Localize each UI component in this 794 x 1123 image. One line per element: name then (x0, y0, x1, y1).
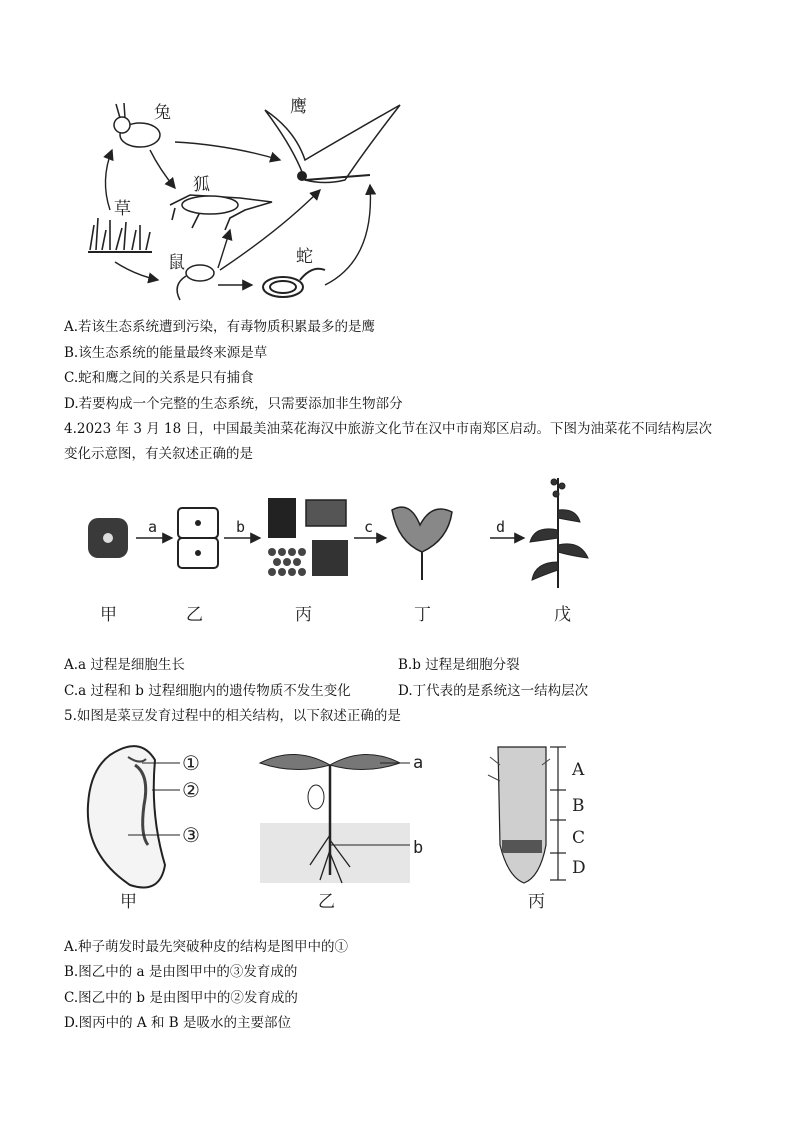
q4-option-d: D.丁代表的是系统这一结构层次 (398, 683, 589, 699)
fox-label: 狐 (193, 175, 210, 195)
q3-option-c: C.蛇和鹰之间的关系是只有捕食 (64, 370, 254, 386)
q4-stem-line1: 4.2023 年 3 月 18 日，中国最美油菜花海汉中旅游文化节在汉中市南郑区启动。下图为油菜花不同结构层次 (64, 421, 712, 437)
arrow-label-a: a (148, 518, 158, 536)
stage-label-jia: 甲 (100, 605, 117, 625)
rapeseed-structure-figure (80, 470, 600, 630)
snake-illustration (263, 269, 325, 297)
mouse-label: 鼠 (168, 253, 185, 273)
q4-option-b: B.b 过程是细胞分裂 (398, 657, 520, 673)
q5-option-a: A.种子萌发时最先突破种皮的结构是图甲中的① (64, 939, 349, 955)
plant-illustration (530, 478, 588, 588)
root-zone-scale (550, 747, 566, 880)
single-cell-illustration (88, 518, 128, 558)
figure-label-bing: 丙 (528, 892, 545, 912)
root-zone-d: D (572, 858, 586, 878)
stage-label-yi: 乙 (186, 605, 203, 625)
root-zone-c: C (572, 828, 586, 848)
q5-option-b: B.图乙中的 a 是由图甲中的③发育成的 (64, 964, 298, 980)
flower-illustration (392, 507, 452, 580)
q5-option-c: C.图乙中的 b 是由图甲中的②发育成的 (64, 990, 298, 1006)
q3-option-b: B.该生态系统的能量最终来源是草 (64, 345, 268, 361)
root-zone-a: A (572, 760, 585, 780)
snake-label: 蛇 (296, 247, 313, 267)
stage-label-ding: 丁 (414, 605, 431, 625)
q5-option-d: D.图丙中的 A 和 B 是吸水的主要部位 (64, 1015, 291, 1031)
rabbit-label: 兔 (154, 103, 171, 123)
q4-option-c: C.a 过程和 b 过程细胞内的遗传物质不发生变化 (64, 683, 351, 699)
q4-option-a: A.a 过程是细胞生长 (64, 657, 185, 673)
q5-stem: 5.如图是菜豆发育过程中的相关结构，以下叙述正确的是 (64, 708, 401, 724)
stage-label-wu: 戊 (554, 605, 571, 625)
food-web-figure (80, 90, 420, 315)
root-tip-illustration (488, 747, 550, 883)
grass-illustration (88, 218, 152, 252)
stage-label-bing: 丙 (295, 605, 312, 625)
q4-stem-line2: 变化示意图，有关叙述正确的是 (64, 446, 253, 462)
tissues-illustration (268, 498, 348, 576)
fox-illustration (170, 195, 272, 230)
seedling-part-a: a (413, 753, 424, 773)
seedling-illustration (260, 754, 410, 883)
q3-option-d: D.若要构成一个完整的生态系统，只需要添加非生物部分 (64, 396, 403, 412)
seed-part-3: ③ (182, 823, 200, 847)
eagle-label: 鹰 (290, 97, 307, 117)
q3-option-a: A.若该生态系统遭到污染，有毒物质积累最多的是鹰 (64, 319, 376, 335)
seedling-part-b: b (413, 838, 424, 858)
arrow-label-b: b (236, 518, 246, 536)
root-zone-b: B (572, 796, 585, 816)
bean-development-figure (80, 735, 600, 915)
arrow-label-c: c (364, 518, 374, 536)
seed-part-2: ② (182, 778, 200, 802)
figure-label-jia: 甲 (120, 892, 137, 912)
grass-label: 草 (114, 199, 131, 219)
dividing-cells-illustration (178, 508, 218, 568)
eagle-illustration (265, 105, 400, 183)
arrow-label-d: d (496, 518, 506, 536)
bean-seed-illustration (88, 746, 165, 887)
seed-part-1: ① (182, 751, 200, 775)
figure-label-yi: 乙 (318, 892, 335, 912)
